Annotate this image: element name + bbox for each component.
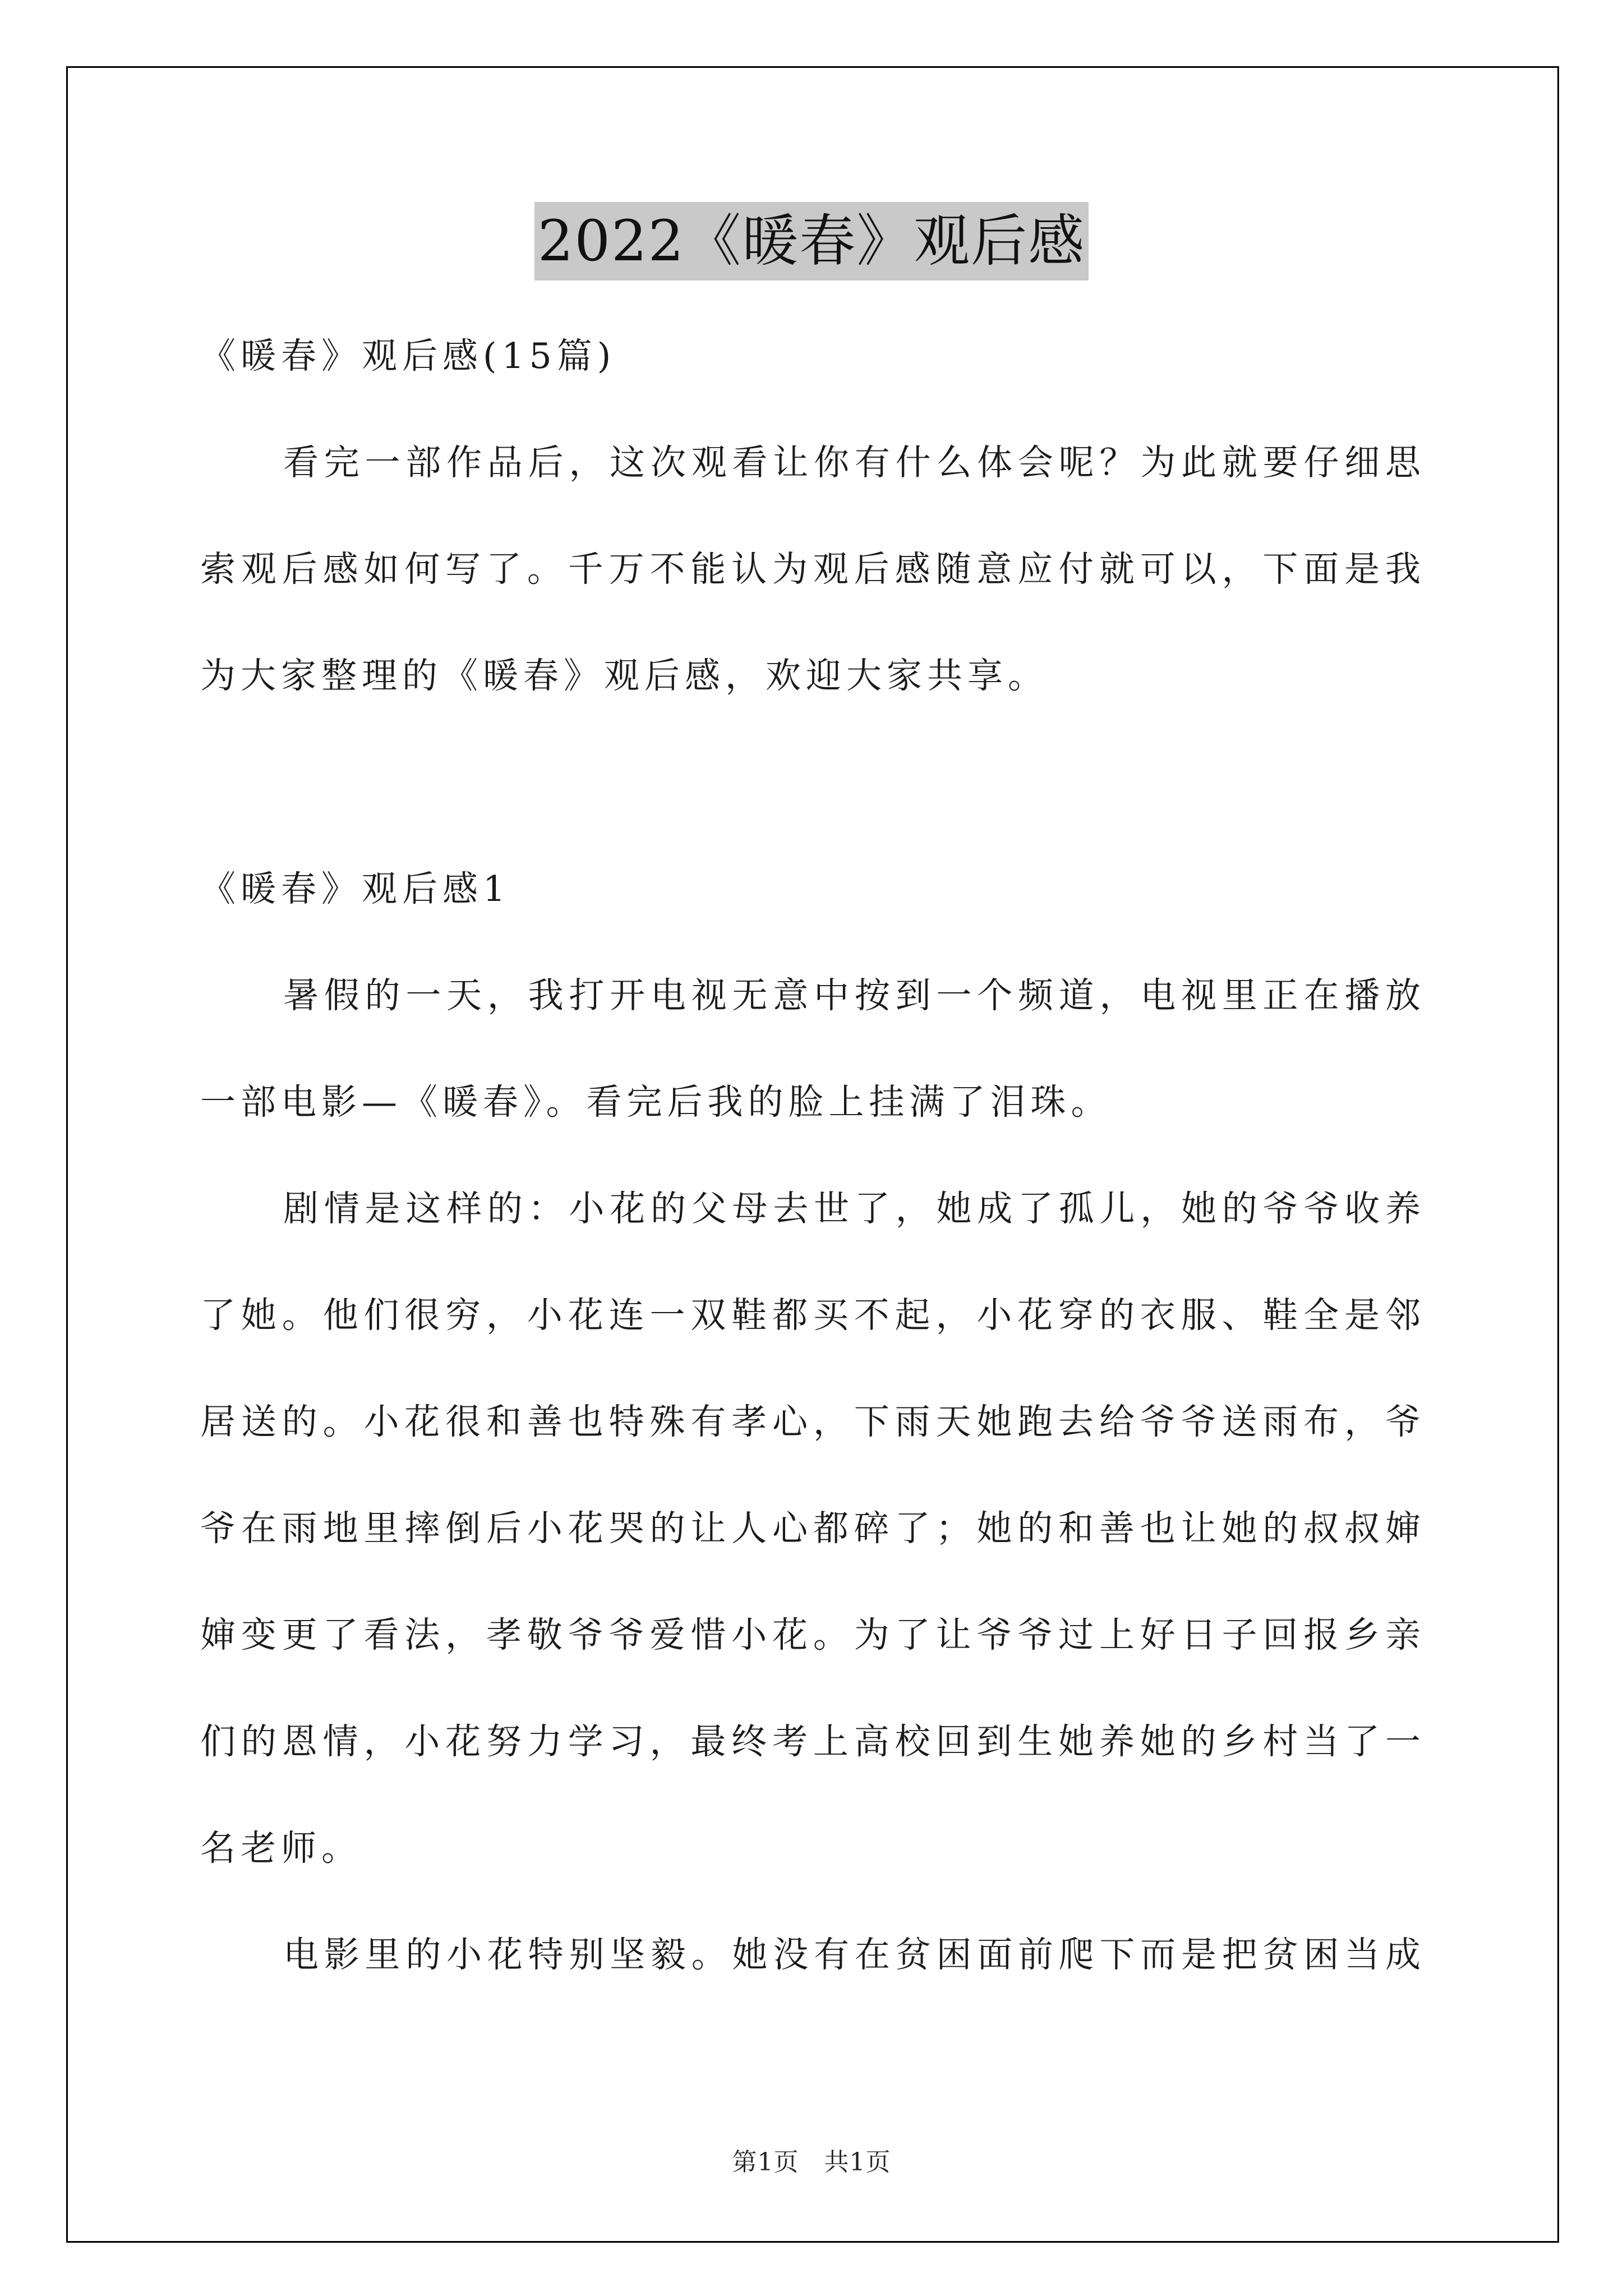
paragraph-line: 暑假的一天，我打开电视无意中按到一个频道，电视里正在播放 <box>283 975 1426 1016</box>
document-subtitle: 《暖春》观后感(15篇) <box>200 335 616 376</box>
paragraph-line: 一部电影—《暖春》。看完后我的脸上挂满了泪珠。 <box>200 1082 1112 1122</box>
paragraph-line: 居送的。小花很和善也特殊有孝心，下雨天她跑去给爷爷送雨布，爷 <box>200 1401 1426 1442</box>
page-footer: 第1页 共1页 <box>732 2148 891 2177</box>
document-title: 2022《暖春》观后感 <box>534 202 1089 280</box>
section-heading: 《暖春》观后感1 <box>200 868 511 909</box>
paragraph-spacer <box>200 729 1426 836</box>
document-body <box>200 303 1426 2008</box>
paragraph-line: 们的恩情，小花努力学习，最终考上高校回到生她养她的乡村当了一 <box>200 1721 1426 1762</box>
intro-line: 为大家整理的《暖春》观后感，欢迎大家共享。 <box>200 655 1048 696</box>
paragraph-line: 名老师。 <box>200 1828 362 1869</box>
intro-line: 索观后感如何写了。千万不能认为观后感随意应付就可以，下面是我 <box>200 549 1426 590</box>
paragraph-line: 剧情是这样的：小花的父母去世了，她成了孤儿，她的爷爷收养 <box>283 1188 1426 1229</box>
paragraph-line: 婶变更了看法，孝敬爷爷爱惜小花。为了让爷爷过上好日子回报乡亲 <box>200 1614 1426 1655</box>
paragraph-line: 了她。他们很穷，小花连一双鞋都买不起，小花穿的衣服、鞋全是邻 <box>200 1295 1426 1336</box>
paragraph-line: 爷在雨地里摔倒后小花哭的让人心都碎了；她的和善也让她的叔叔婶 <box>200 1508 1426 1549</box>
intro-line: 看完一部作品后，这次观看让你有什么体会呢？为此就要仔细思 <box>283 442 1426 483</box>
document-title-block <box>0 202 1623 280</box>
paragraph-line: 电影里的小花特别坚毅。她没有在贫困面前爬下而是把贫困当成 <box>283 1934 1426 1975</box>
